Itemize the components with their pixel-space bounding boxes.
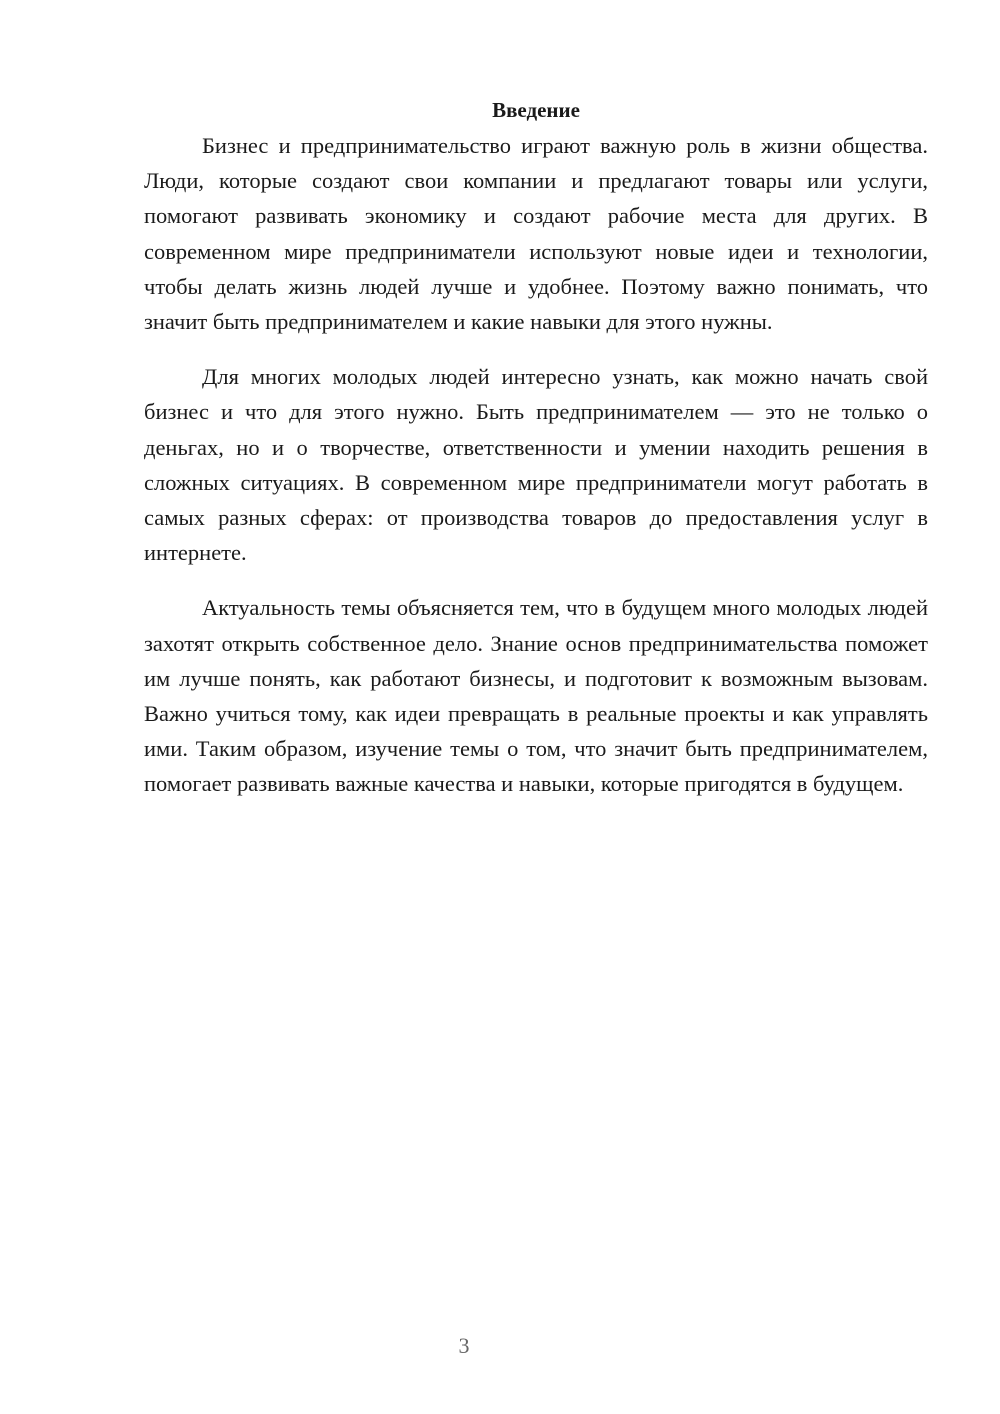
paragraph-1: Бизнес и предпринимательство играют важную роль в жизни общества. Люди, которые создают свои компании и предлагают товары или услуги, помогают развивать экономику и создают рабочие места для других. В современном мире предприниматели используют новые идеи и технологии, чтобы делать жизнь людей лучше и удобнее. Поэтому важно понимать, что значит быть предпринимателем и какие навыки для этого нужны. [144,133,928,335]
paragraph-3: Актуальность темы объясняется тем, что в будущем много молодых людей захотят открыть собственное дело. Знание основ предпринимательства поможет им лучше понять, как работают бизнесы, и подготовит к возможным вызовам. Важно учиться тому, как идеи превращать в реальные проекты и как управлять ими. Таким образом, изучение темы о том, что значит быть предпринимателем, помогает развивать важные качества и навыки, которые пригодятся в будущем. [144,595,928,797]
page-content [144,92,928,802]
page-number: 3 [458,1333,470,1358]
paragraph-2: Для многих молодых людей интересно узнать, как можно начать свой бизнес и что для этого нужно. Быть предпринимателем — это не только о деньгах, но и о творчестве, ответственности и умении находить решения в сложных ситуациях. В современном мире предприниматели могут работать в самых разных сферах: от производства товаров до предоставления услуг в интернете. [144,364,928,566]
section-heading: Введение [492,98,580,122]
